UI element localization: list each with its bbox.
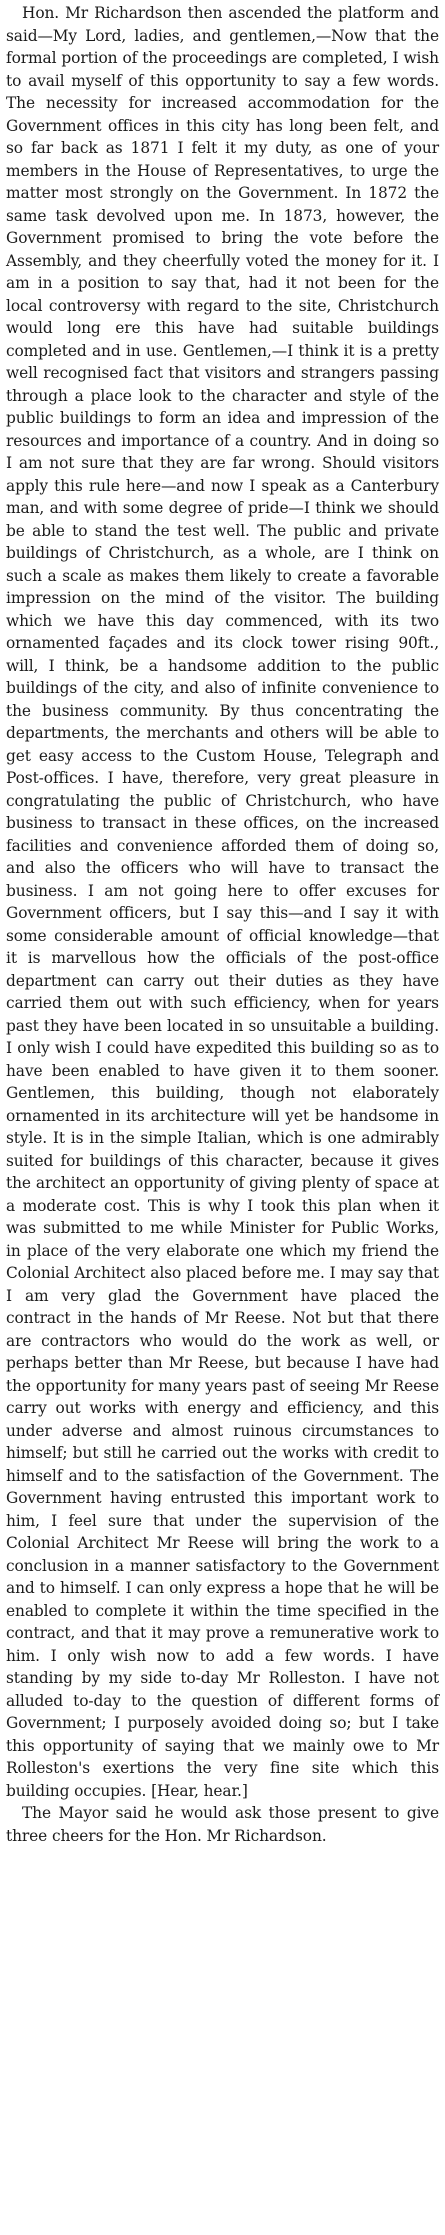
speech-paragraph: Hon. Mr Richardson then ascended the platform and said—My Lord, ladies, and gentlemen,—Now that the formal portion of the proceedings are completed, I wish to avail myself of this opportunity to say a few words. The necessity for increased accommodation for the Government offices in this city has long been felt, and so far back as 1871 I felt it my duty, as one of your members in the House of Representatives, to urge the matter most strongly on the Government. In 1872 the same task devolved upon me. In 1873, however, the Government promised to bring the vote before the Assembly, and they cheerfully voted the money for it. I am in a position to say that, had it not been for the local controversy with regard to the site, Christchurch would long ere this have had suitable buildings completed and in use. Gentlemen,—I think it is a pretty well recognised fact that visitors and strangers passing through a place look to the character and style of the public buildings to form an idea and impression of the resources and importance of a country. And in doing so I am not sure that they are far wrong. Should visitors apply this rule here—and now I speak as a Canterbury man, and with some degree of pride—I think we should be able to stand the test well. The public and private buildings of Christchurch, as a whole, are I think on such a scale as makes them likely to create a favorable impression on the mind of the visitor. The building which we have this day commenced, with its two ornamented façades and its clock tower rising 90ft., will, I think, be a handsome addition to the public buildings of the city, and also of infinite convenience to the business community. By thus concentrating the departments, the merchants and others will be able to get easy access to the Custom House, Telegraph and Post-offices. I have, therefore, very great pleasure in congratulating the public of Christchurch, who have business to transact in these offices, on the increased facilities and convenience afforded them of doing so, and also the officers who will have to transact the business. I am not going here to offer excuses for Government officers, but I say this—and I say it with some considerable amount of official knowledge—that it is marvellous how the officials of the post-office department can carry out their duties as they have carried them out with such efficiency, when for years past they have been located in so unsuitable a building. I only wish I could have expedited this building so as to have been enabled to have given it to them sooner. Gentlemen, this building, though not elaborately ornamented in its architecture will yet be handsome in style. It is in the simple Italian, which is one admirably suited for buildings of this character, because it gives the architect an opportunity of giving plenty of space at a moderate cost. This is why I took this plan when it was submitted to me while Minister for Public Works, in place of the very elaborate one which my friend the Colonial Architect also placed before me. I may say that I am very glad the Government have placed the contract in the hands of Mr Reese. Not but that there are contractors who would do the work as well, or perhaps better than Mr Reese, but because I have had the opportunity for many years past of seeing Mr Reese carry out works with energy and efficiency, and this under adverse and almost ruinous circumstances to himself; but still he carried out the works with credit to himself and to the satisfaction of the Government. The Government having entrusted this important work to him, I feel sure that under the supervision of the Colonial Architect Mr Reese will bring the work to a conclusion in a manner satisfactory to the Government and to himself. I can only express a hope that he will be enabled to complete it within the time specified in the contract, and that it may prove a remunerative work to him. I only wish now to add a few words. I have standing by my side to-day Mr Rolleston. I have not alluded to-day to the question of different forms of Government; I purposely avoided doing so; but I take this opportunity of saying that we mainly owe to Mr Rolleston's exertions the very fine site which this building occupies. [Hear, hear.] — [6, 4, 439, 1800]
article-column — [6, 2, 439, 1847]
closing-paragraph: The Mayor said he would ask those present to give three cheers for the Hon. Mr Richardson. — [6, 1804, 439, 1845]
